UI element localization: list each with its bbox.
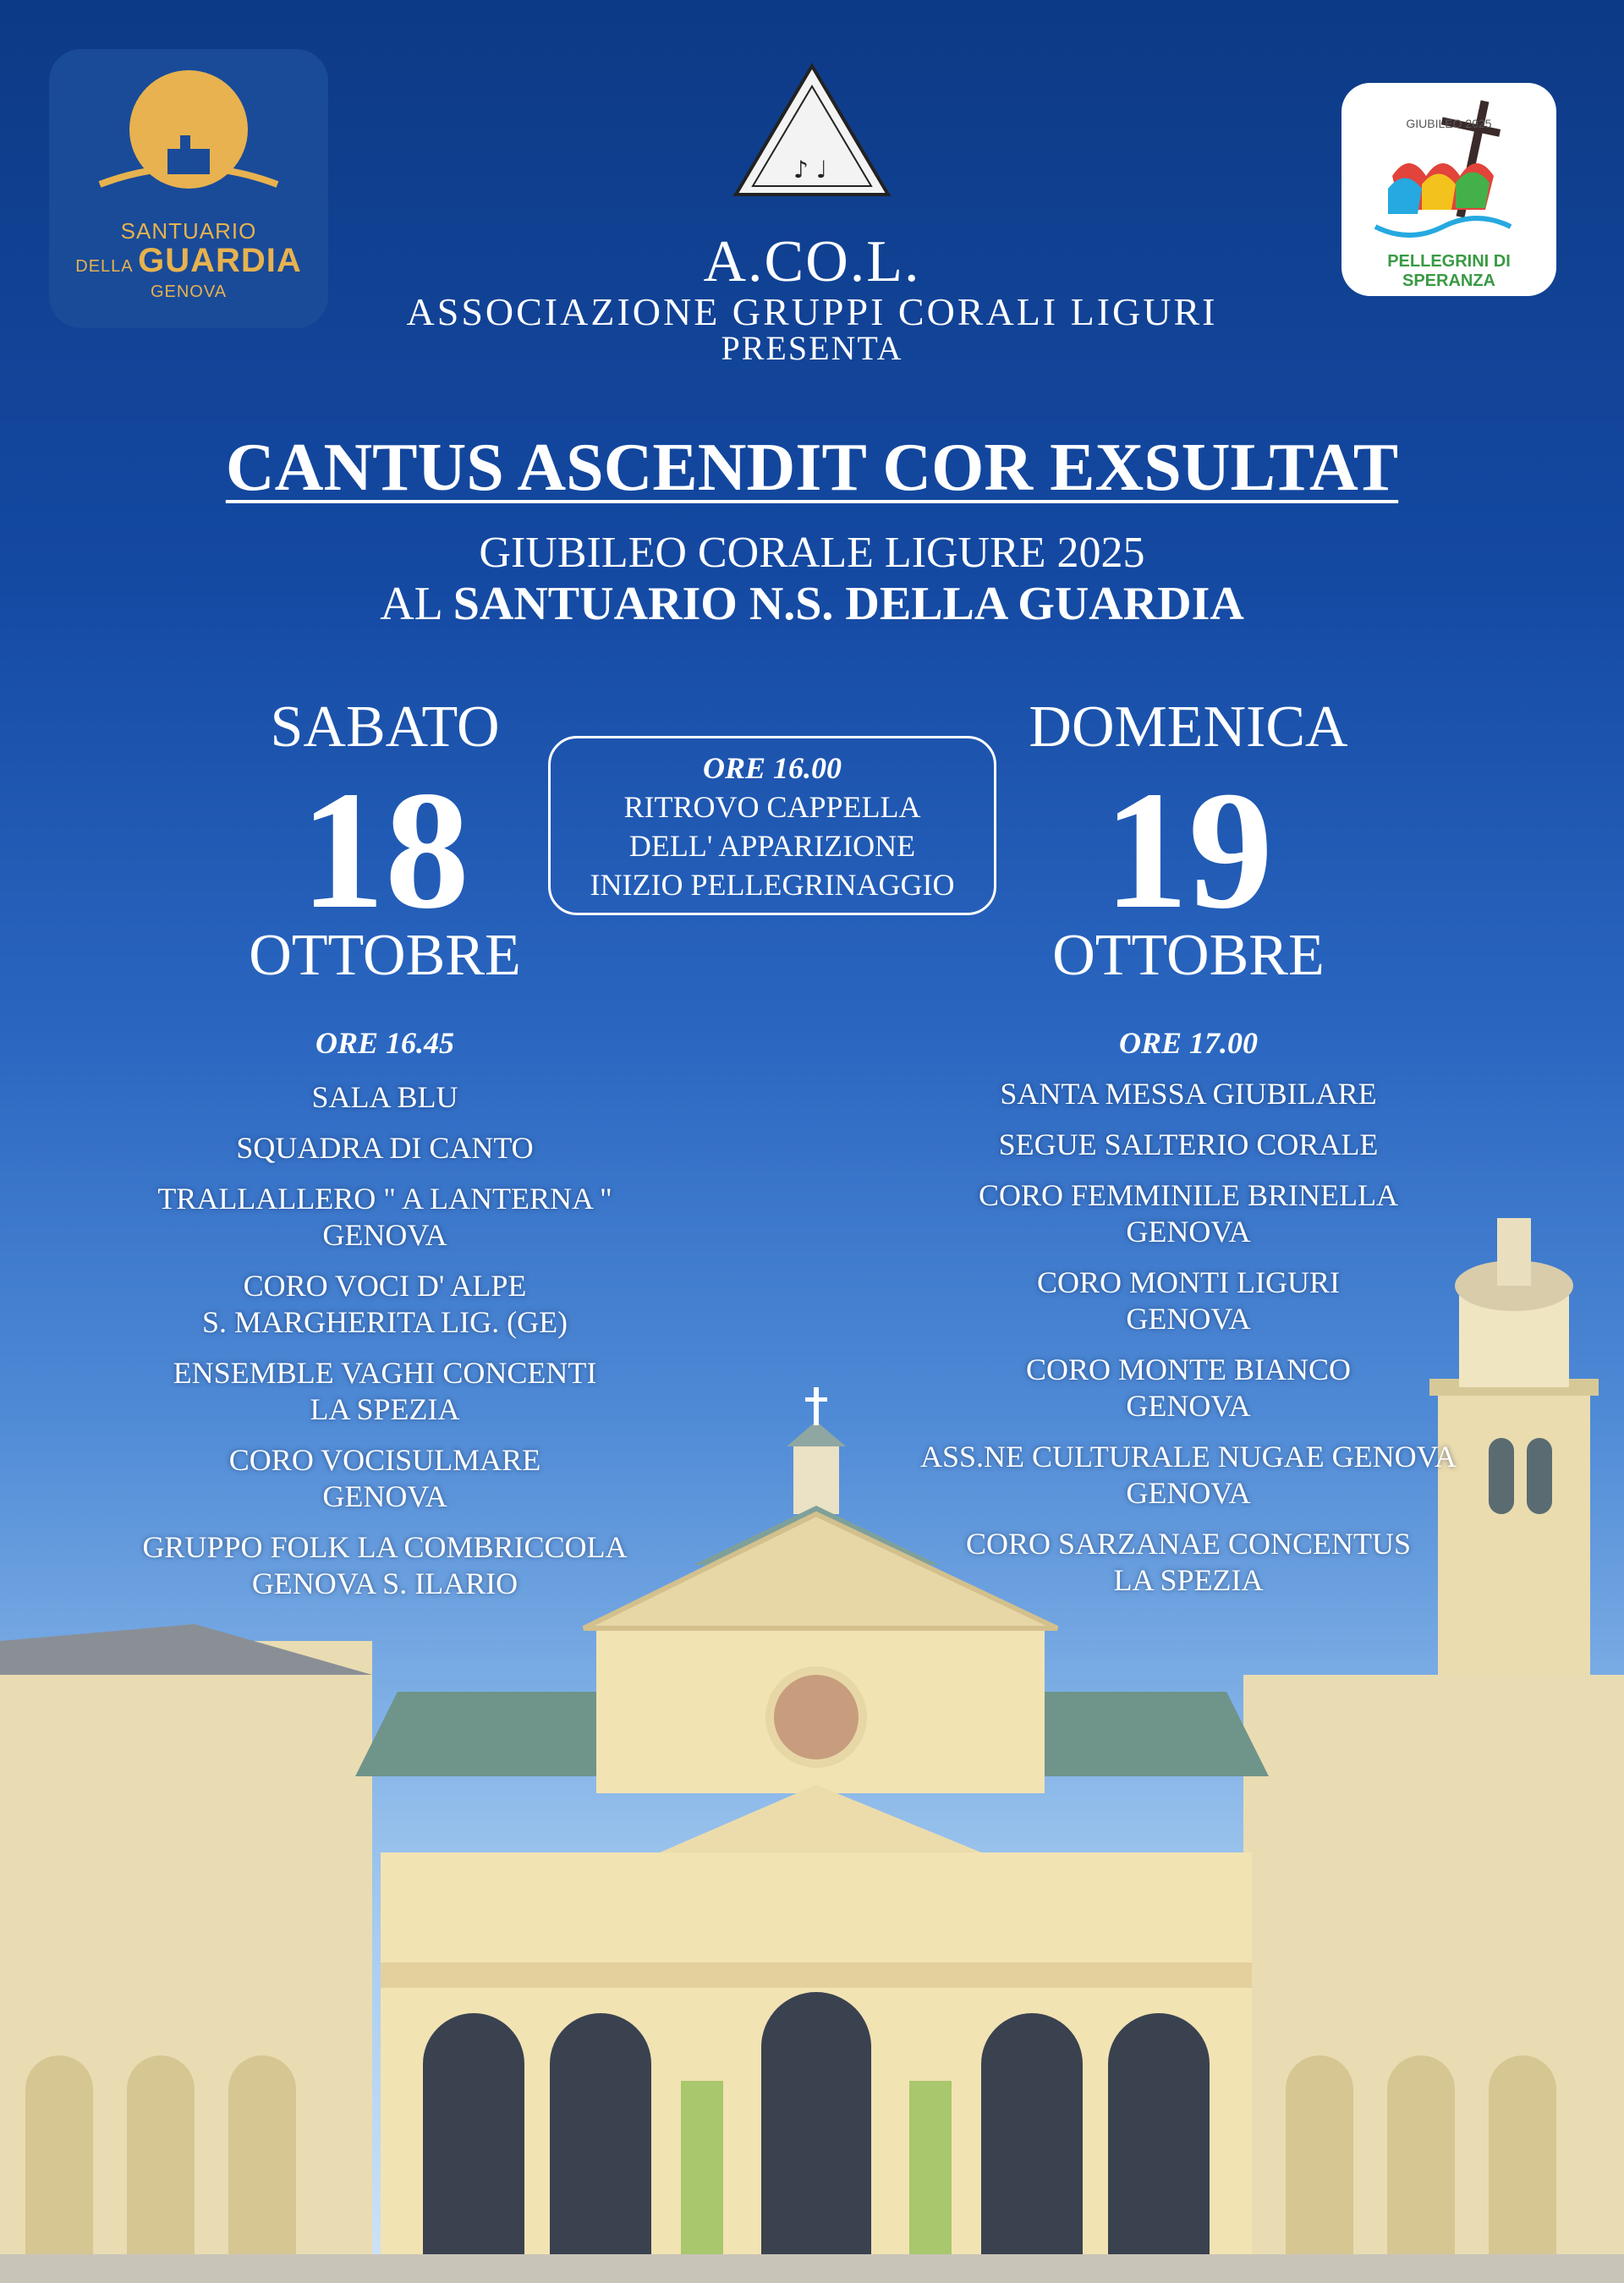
program-item-line1: CORO MONTI LIGURI (1037, 1265, 1340, 1299)
program-item-line1: SANTA MESSA GIUBILARE (1000, 1077, 1377, 1111)
program-item-line2: GENOVA (1126, 1215, 1251, 1249)
program-item-line1: CORO VOCI D' ALPE (243, 1269, 527, 1303)
program-item-line1: GRUPPO FOLK LA COMBRICCOLA (142, 1530, 628, 1564)
program-item-line1: CORO MONTE BIANCO (1025, 1353, 1351, 1386)
saturday-day-name: SABATO (270, 694, 500, 760)
program-item (888, 1076, 1489, 1112)
sunday-time: ORE 17.00 (1118, 1026, 1259, 1060)
program-item (85, 1079, 685, 1116)
meeting-line3: INIZIO PELLEGRINAGGIO (590, 868, 955, 902)
program-item-line1: ASS.NE CULTURALE NUGAE GENOVA (919, 1440, 1457, 1474)
program-item-line1: TRALLALLERO " A LANTERNA " (157, 1182, 612, 1216)
meeting-line1: RITROVO CAPPELLA (623, 790, 921, 824)
program-item (85, 1181, 685, 1254)
program-item-line1: SEGUE SALTERIO CORALE (998, 1128, 1379, 1161)
program-item-line1: SQUADRA DI CANTO (236, 1131, 534, 1165)
presents-label: PRESENTA (721, 329, 903, 367)
program-item-line2: GENOVA (322, 1218, 447, 1252)
sunday-program-list (888, 1076, 1489, 1599)
program-item-line2: GENOVA S. ILARIO (251, 1567, 518, 1600)
program-item (888, 1127, 1489, 1163)
program-item (85, 1268, 685, 1341)
program-item-line2: GENOVA (1126, 1476, 1251, 1510)
program-item-line1: CORO SARZANAE CONCENTUS (965, 1527, 1412, 1561)
event-subtitle: GIUBILEO CORALE LIGURE 2025 (479, 529, 1145, 577)
svg-text:♪ ♩: ♪ ♩ (793, 156, 827, 184)
program-item-line1: ENSEMBLE VAGHI CONCENTI (173, 1356, 597, 1390)
program-item-line1: CORO VOCISULMARE (228, 1443, 541, 1477)
org-short-name: A.CO.L. (703, 229, 921, 294)
program-item (888, 1526, 1489, 1599)
program-item-line2: GENOVA (1126, 1389, 1251, 1423)
jubilee-arc-top: GIUBILEO 2025 (1406, 117, 1492, 130)
meeting-line2: DELL' APPARIZIONE (628, 829, 916, 863)
program-item (888, 1439, 1489, 1512)
logo-line3: GENOVA (150, 283, 228, 301)
logo-line2-big: GUARDIA (138, 242, 302, 279)
program-item (85, 1130, 685, 1166)
program-item-line2: LA SPEZIA (310, 1392, 460, 1426)
logo-line2-small: DELLA (75, 257, 134, 276)
jubilee-arc-bottom: PELLEGRINI DI SPERANZA (1387, 252, 1511, 290)
program-item (85, 1529, 685, 1602)
meeting-time: ORE 16.00 (702, 751, 842, 785)
sunday-month: OTTOBRE (1052, 923, 1325, 988)
program-item (888, 1265, 1489, 1337)
sanctuary-silhouette-icon (49, 49, 328, 218)
program-item-line1: SALA BLU (311, 1080, 458, 1114)
program-item (85, 1355, 685, 1428)
location-prefix: AL (380, 578, 453, 630)
location-name: SANTUARIO N.S. DELLA GUARDIA (453, 578, 1244, 630)
program-item (888, 1177, 1489, 1250)
saturday-month: OTTOBRE (249, 923, 521, 988)
program-item (888, 1352, 1489, 1424)
program-item-line2: GENOVA (1126, 1302, 1251, 1336)
program-item-line2: GENOVA (322, 1479, 447, 1513)
org-full-name: ASSOCIAZIONE GRUPPI CORALI LIGURI (406, 290, 1218, 333)
saturday-program-list (85, 1079, 685, 1602)
saturday-time: ORE 16.45 (315, 1026, 455, 1060)
event-title: CANTUS ASCENDIT COR EXSULTAT (225, 431, 1399, 505)
program-item (85, 1442, 685, 1515)
program-item-line2: LA SPEZIA (1113, 1563, 1264, 1597)
saturday-day-number: 18 (300, 757, 469, 944)
sunday-day-number: 19 (1104, 757, 1273, 944)
program-item-line2: S. MARGHERITA LIG. (GE) (201, 1305, 568, 1339)
acol-emblem-icon (727, 59, 897, 203)
sunday-day-name: DOMENICA (1029, 694, 1348, 760)
event-location (0, 577, 1624, 631)
logo-line1: SANTUARIO (120, 218, 257, 244)
program-item-line1: CORO FEMMINILE BRINELLA (979, 1178, 1398, 1212)
